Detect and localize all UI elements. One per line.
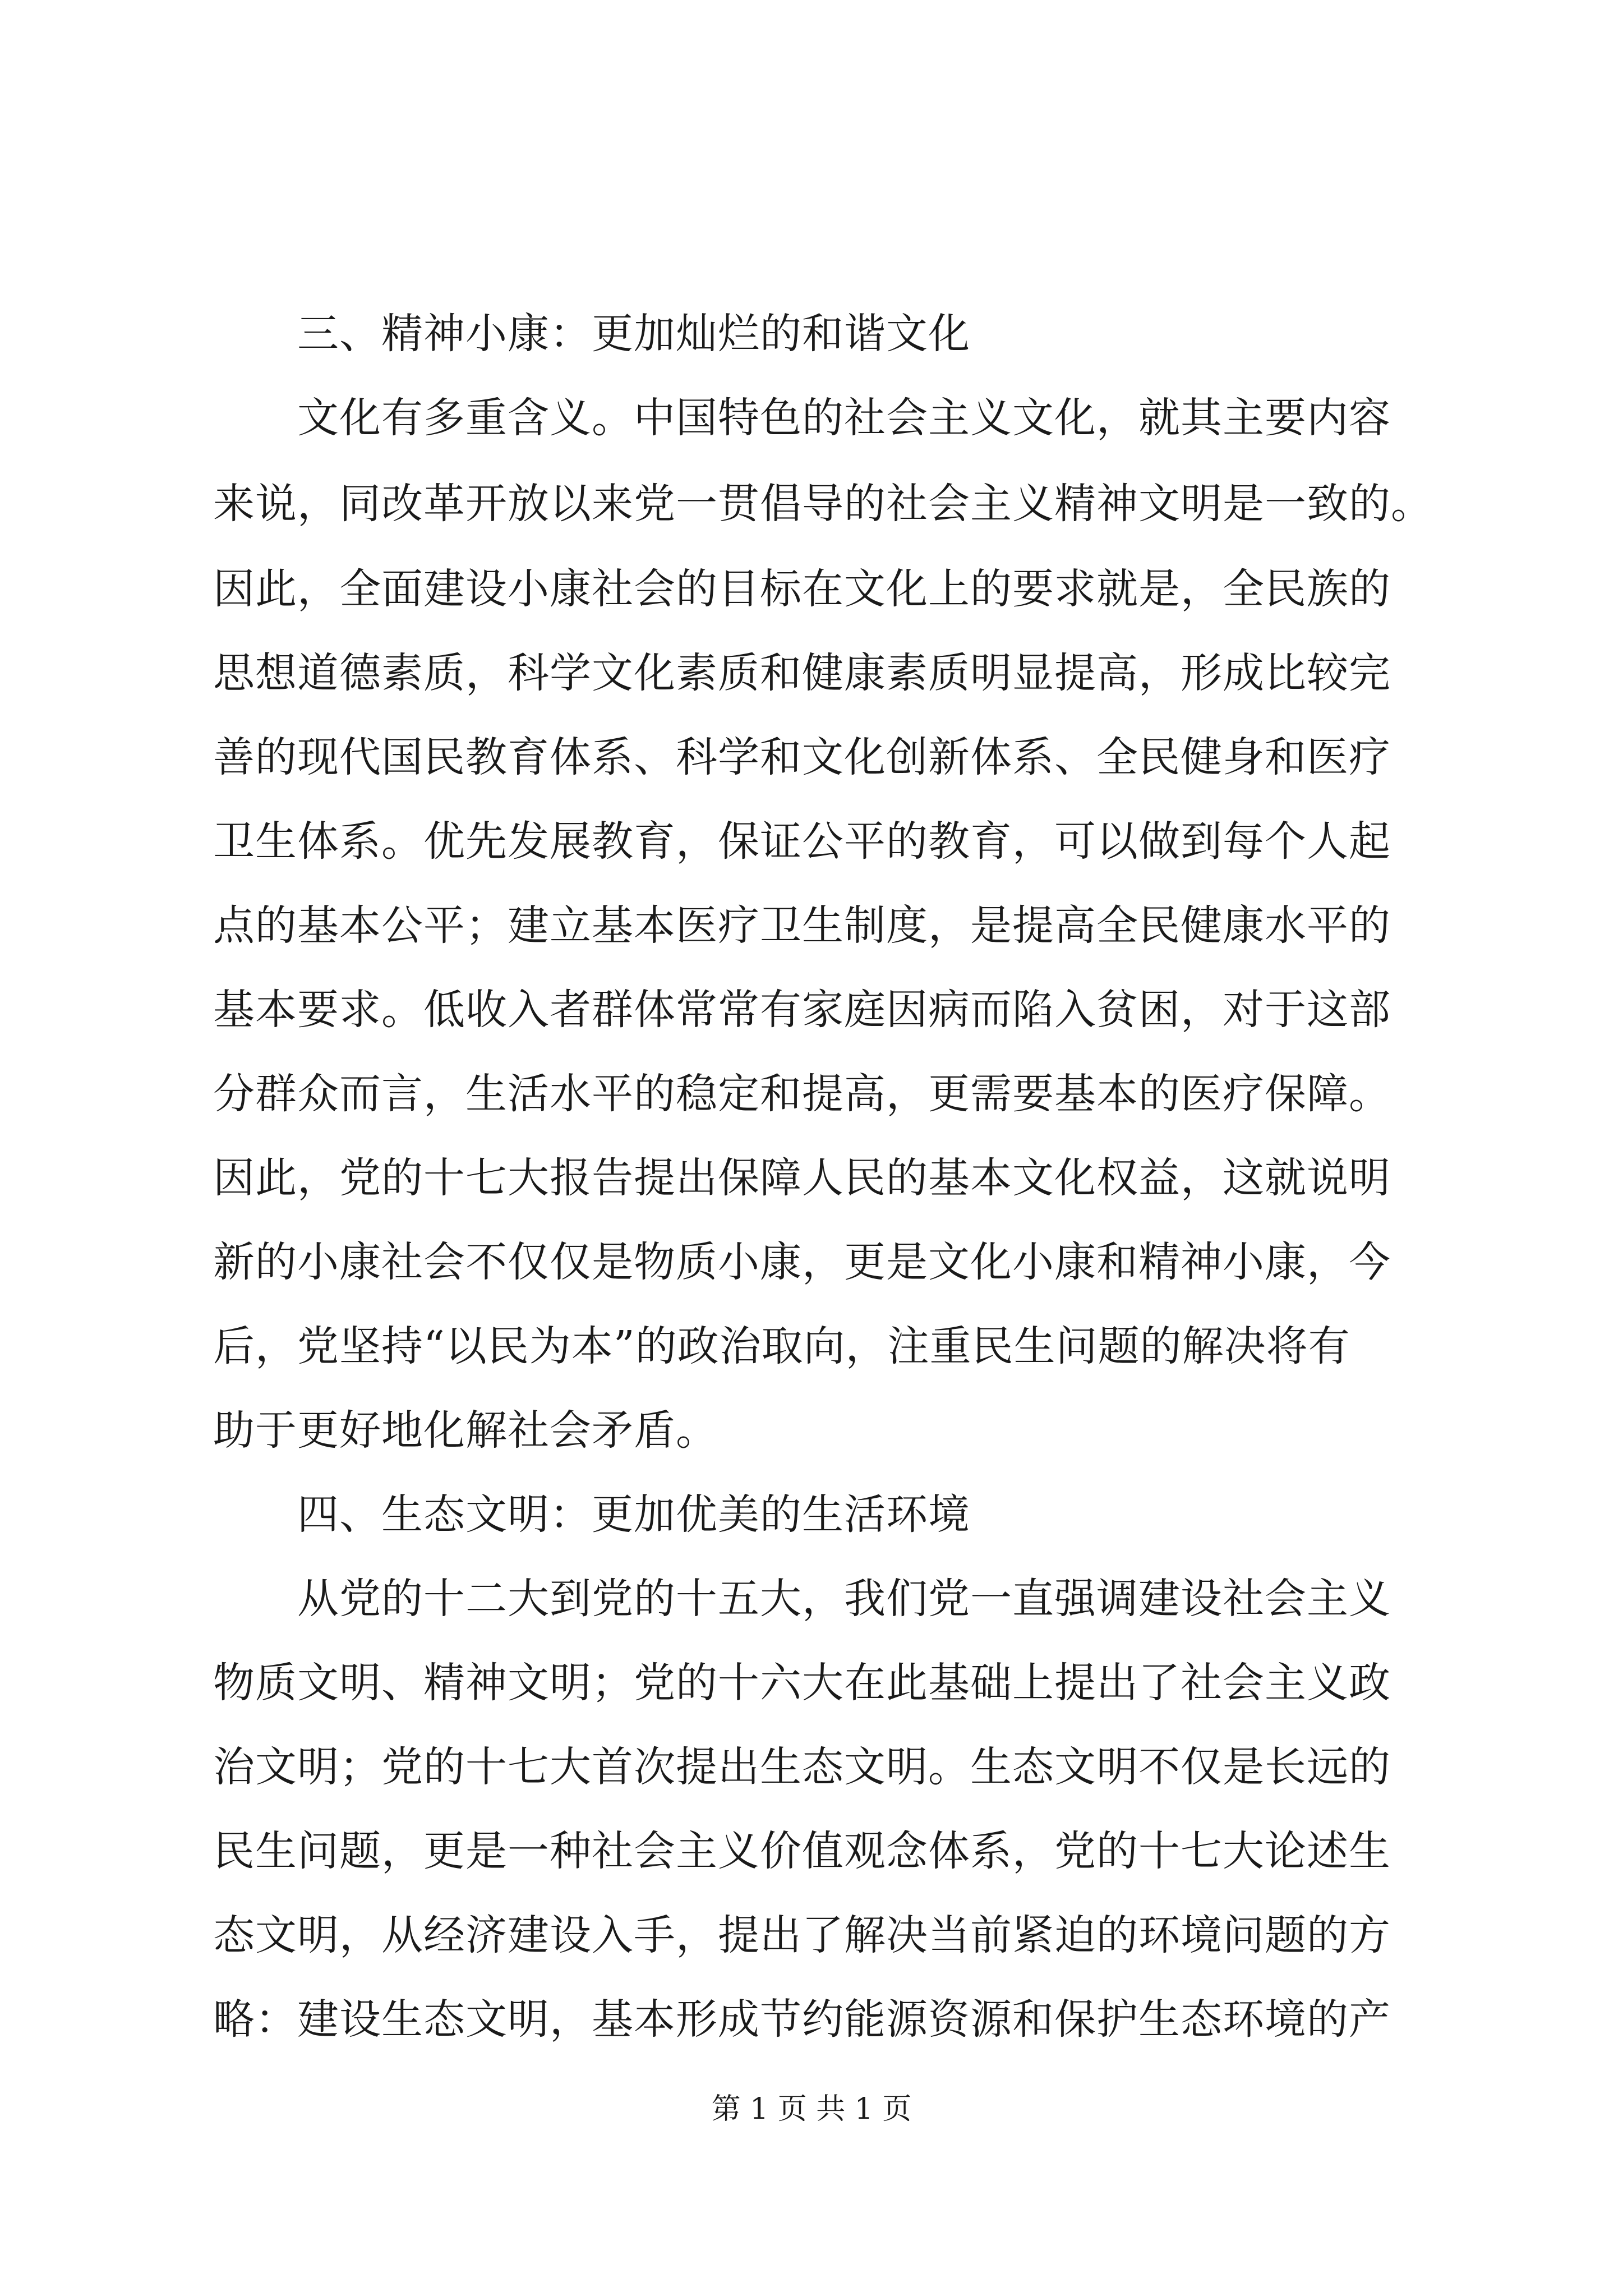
paragraph-line: 文化有多重含义。中国特色的社会主义文化，就其主要内容 bbox=[297, 394, 1391, 442]
paragraph-line: 后，党坚持“以民为本”的政治取向，注重民生问题的解决将有 bbox=[213, 1322, 1350, 1370]
paragraph-line: 物质文明、精神文明；党的十六大在此基础上提出了社会主义政 bbox=[213, 1659, 1391, 1707]
paragraph-line: 来说，同改革开放以来党一贯倡导的社会主义精神文明是一致的。 bbox=[213, 480, 1433, 528]
paragraph-line: 新的小康社会不仅仅是物质小康，更是文化小康和精神小康，今 bbox=[213, 1238, 1391, 1286]
paragraph-line: 因此，党的十七大报告提出保障人民的基本文化权益，这就说明 bbox=[213, 1154, 1391, 1202]
paragraph-line: 态文明，从经济建设入手，提出了解决当前紧迫的环境问题的方 bbox=[213, 1911, 1391, 1959]
paragraph-line: 卫生体系。优先发展教育，保证公平的教育，可以做到每个人起 bbox=[213, 817, 1391, 866]
paragraph-line: 基本要求。低收入者群体常常有家庭因病而陷入贫困，对于这部 bbox=[213, 986, 1391, 1034]
paragraph-line: 善的现代国民教育体系、科学和文化创新体系、全民健身和医疗 bbox=[213, 733, 1391, 781]
paragraph-line: 分群众而言，生活水平的稳定和提高，更需要基本的医疗保障。 bbox=[213, 1070, 1391, 1118]
paragraph-line: 因此，全面建设小康社会的目标在文化上的要求就是，全民族的 bbox=[213, 565, 1391, 613]
paragraph-line: 民生问题，更是一种社会主义价值观念体系，党的十七大论述生 bbox=[213, 1827, 1391, 1875]
paragraph-line: 思想道德素质，科学文化素质和健康素质明显提高，形成比较完 bbox=[213, 649, 1391, 697]
paragraph-line: 助于更好地化解社会矛盾。 bbox=[213, 1406, 718, 1455]
paragraph-line: 点的基本公平；建立基本医疗卫生制度，是提高全民健康水平的 bbox=[213, 901, 1391, 950]
paragraph-line: 从党的十二大到党的十五大，我们党一直强调建设社会主义 bbox=[297, 1575, 1391, 1623]
section-heading-3: 三、精神小康：更加灿烂的和谐文化 bbox=[297, 310, 970, 358]
paragraph-line: 治文明；党的十七大首次提出生态文明。生态文明不仅是长远的 bbox=[213, 1743, 1391, 1791]
section-heading-4: 四、生态文明：更加优美的生活环境 bbox=[297, 1490, 970, 1539]
paragraph-line: 略：建设生态文明，基本形成节约能源资源和保护生态环境的产 bbox=[213, 1995, 1391, 2044]
page-number-footer: 第 1 页 共 1 页 bbox=[711, 2092, 912, 2126]
